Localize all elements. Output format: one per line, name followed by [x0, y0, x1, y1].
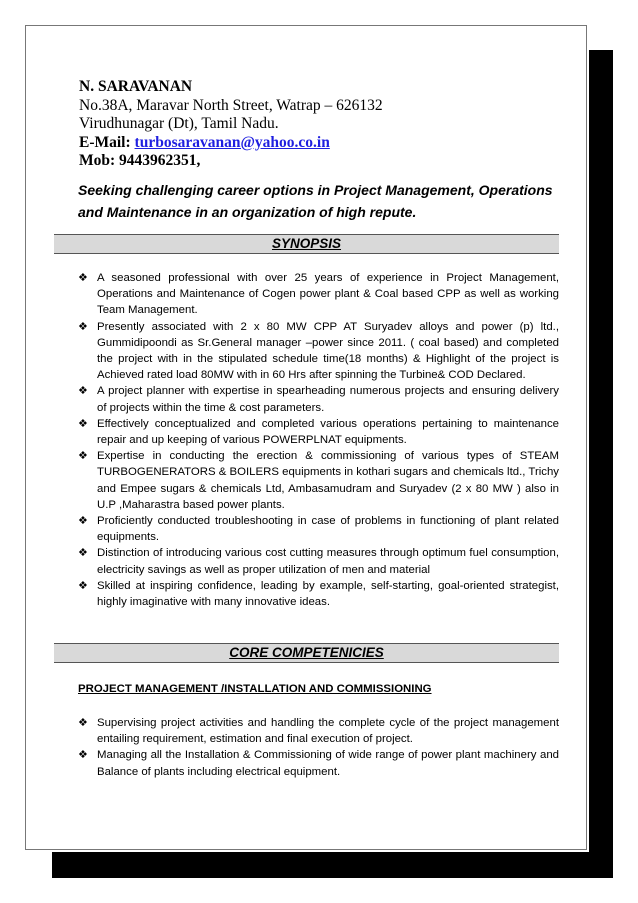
career-objective: Seeking challenging career options in Project Management, Operations and Maintenance in an organization of high repute.: [78, 182, 553, 220]
diamond-bullet-icon: ❖: [78, 385, 88, 398]
diamond-bullet-icon: ❖: [78, 515, 88, 528]
diamond-bullet-icon: ❖: [78, 320, 88, 333]
diamond-bullet-icon: ❖: [78, 272, 88, 284]
diamond-bullet-icon: ❖: [78, 417, 88, 430]
list-item: ❖ Expertise in conducting the erection & commissioning of various types of STEAM TURBOGENERATORS & BOILERS equipments in kothari sugars and chemicals ltd., Trichy and Empee sugars & chemicals Ltd, Ambasamudram and Suryadev (2 x 80 MW ) also in U.P ,Maharastra based power plants.: [78, 450, 559, 511]
core-competencies-heading: CORE COMPETENICIES: [54, 643, 559, 663]
list-item: ❖ Skilled at inspiring confidence, leading by example, self-starting, goal-oriented strategist, highly imaginative with many innovative ideas.: [78, 579, 559, 609]
synopsis-heading: SYNOPSIS: [54, 234, 559, 254]
list-item: ❖ A project planner with expertise in spearheading numerous projects and ensuring delivery of projects within the time & cost parameters.: [78, 385, 559, 414]
page-shadow-bottom: [52, 852, 613, 878]
list-item: ❖ Proficiently conducted troubleshooting in case of problems in functioning of plant related equipments.: [78, 515, 559, 544]
list-item: ❖ Effectively conceptualized and completed various operations pertaining to maintenance repair and up keeping of various POWERPLNAT equipments.: [78, 417, 559, 447]
contact-header: [79, 78, 383, 171]
address-line-2: Virudhunagar (Dt), Tamil Nadu.: [79, 115, 279, 132]
mobile-number: Mob: 9443962351,: [79, 152, 201, 169]
list-item: ❖ Distinction of introducing various cost cutting measures through optimum fuel consumption, electricity savings as well as proper utilization of men and material: [78, 547, 559, 576]
email-label: E-Mail:: [79, 133, 131, 151]
candidate-name: N. SARAVANAN: [79, 78, 193, 95]
project-management-subheading: PROJECT MANAGEMENT /INSTALLATION AND COMMISSIONING: [78, 683, 432, 695]
diamond-bullet-icon: ❖: [78, 450, 88, 463]
core-competencies-list: [78, 715, 559, 780]
page-shadow-right: [589, 50, 613, 878]
diamond-bullet-icon: ❖: [78, 749, 88, 762]
diamond-bullet-icon: ❖: [78, 547, 88, 560]
list-item: ❖ A seasoned professional with over 25 years of experience in Project Management, Operations and Maintenance of Cogen power plant & Coal based CPP as well as working Team Management.: [78, 272, 559, 317]
diamond-bullet-icon: ❖: [78, 717, 88, 729]
list-item: ❖ Managing all the Installation & Commissioning of wide range of power plant machinery and Balance of plants including electrical equipment.: [78, 749, 559, 778]
email-line: [79, 134, 383, 153]
diamond-bullet-icon: ❖: [78, 579, 88, 592]
list-item: ❖ Presently associated with 2 x 80 MW CPP AT Suryadev alloys and power (p) ltd., Gummidipoondi as Sr.General manager –power since 2011. ( coal based) and completed the project with in the stipulated schedule time(18 months) & Highlight of the project is Achieved rated load 80MW with in 60 Hrs after spinning the Turbine& COD Declared.: [78, 320, 559, 382]
email-link[interactable]: turbosaravanan@yahoo.co.in: [134, 133, 330, 151]
list-item: ❖ Supervising project activities and handling the complete cycle of the project management entailing requirement, estimation and final execution of project.: [78, 717, 559, 746]
synopsis-list: [78, 270, 559, 610]
address-line-1: No.38A, Maravar North Street, Watrap – 626132: [79, 96, 383, 114]
